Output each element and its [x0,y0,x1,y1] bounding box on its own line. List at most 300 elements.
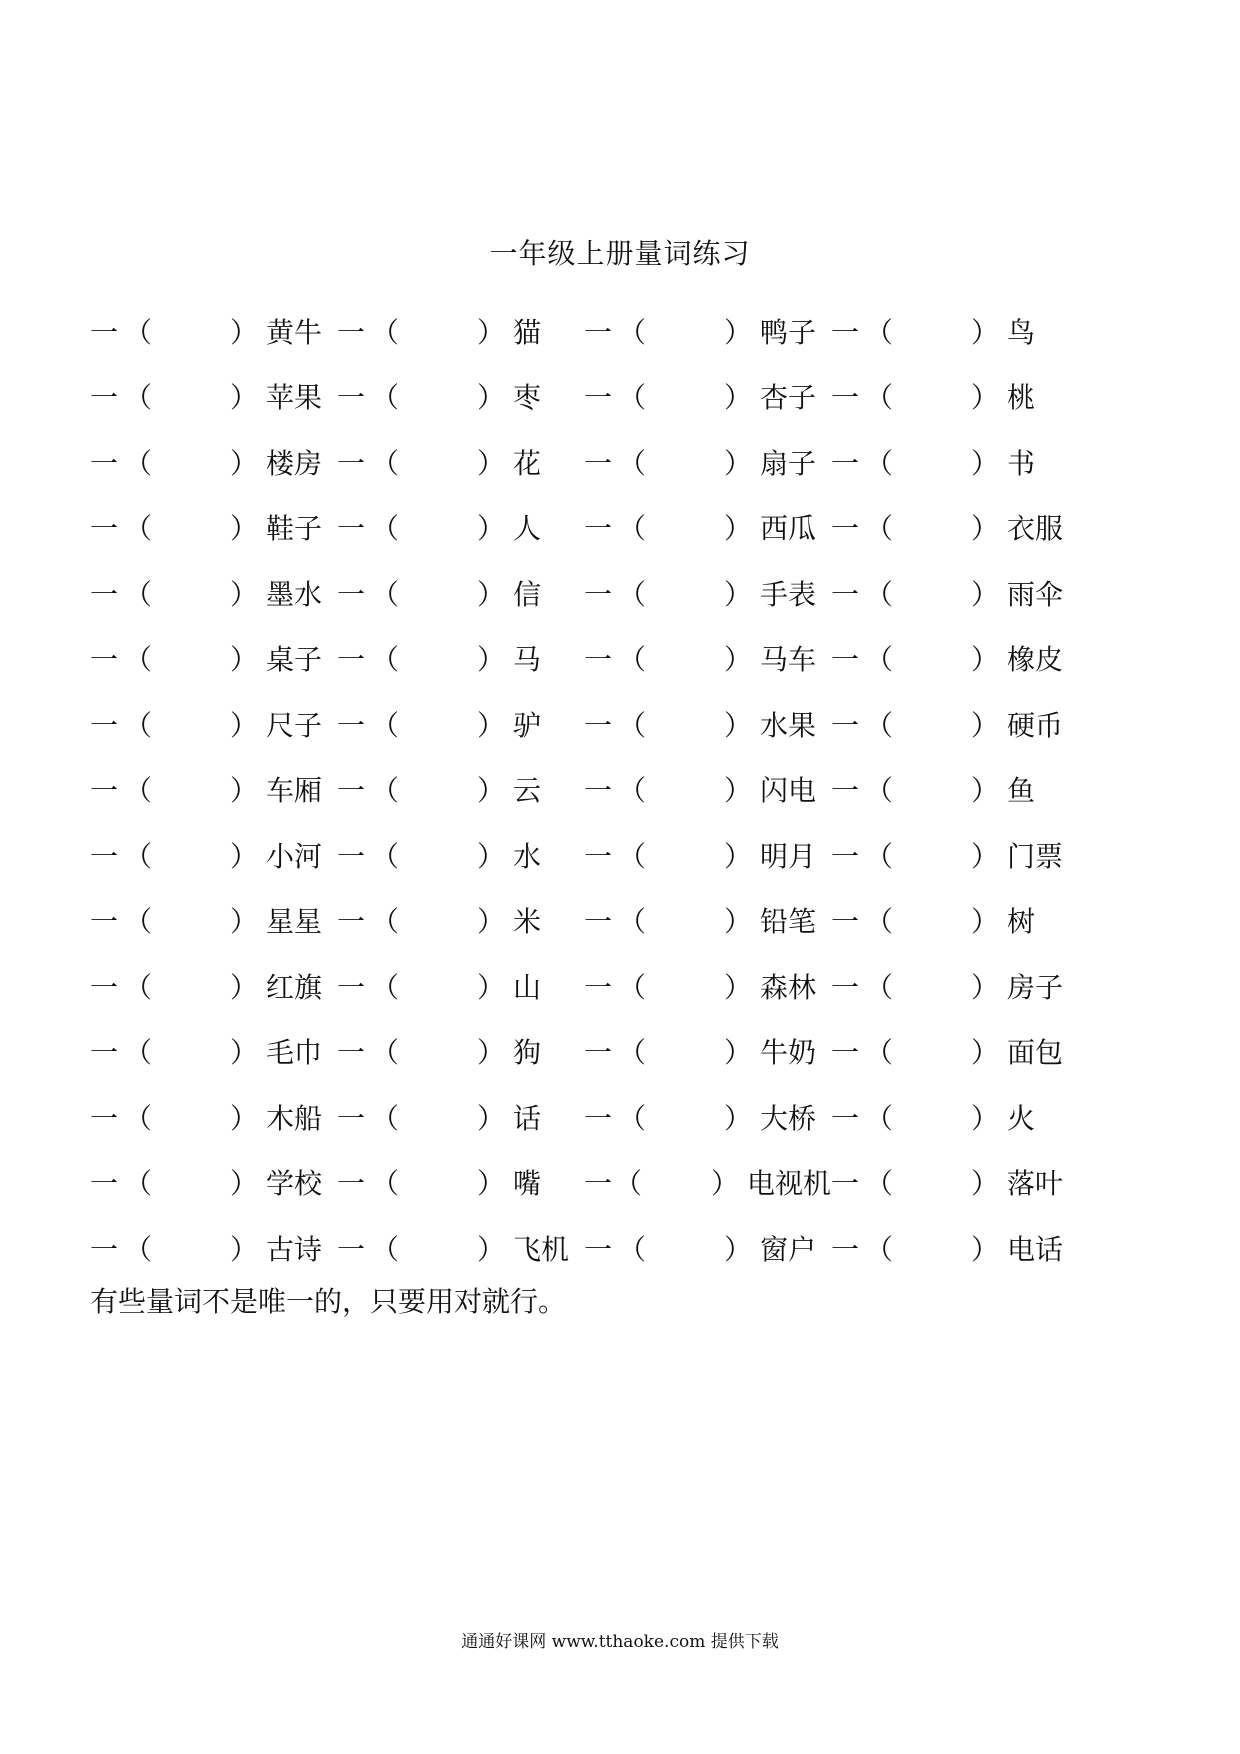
close-paren: ） [971,643,1000,677]
prefix-one: 一 [831,1101,860,1135]
exercise-item [90,769,337,809]
exercise-item [337,1097,584,1137]
exercise-item [584,1031,831,1071]
noun-word: 鞋子 [266,512,323,546]
exercise-row [90,691,1078,757]
close-paren: ） [230,577,259,611]
open-paren: （ [371,1167,400,1201]
open-paren: （ [618,970,647,1004]
open-paren: （ [371,446,400,480]
noun-word: 橡皮 [1007,643,1064,677]
close-paren: ） [971,577,1000,611]
close-paren: ） [230,381,259,415]
close-paren: ） [971,446,1000,480]
noun-word: 云 [513,774,542,808]
exercise-item [90,704,337,744]
noun-word: 话 [513,1101,542,1135]
close-paren: ） [230,446,259,480]
noun-word: 木船 [266,1101,323,1135]
open-paren: （ [865,446,894,480]
exercise-item [831,311,1078,351]
exercise-item [337,900,584,940]
exercise-item [584,638,831,678]
exercise-item [831,638,1078,678]
exercise-item [831,835,1078,875]
exercise-item [90,966,337,1006]
open-paren: （ [371,774,400,808]
open-paren: （ [124,315,153,349]
exercise-item [831,966,1078,1006]
prefix-one: 一 [90,446,119,480]
close-paren: ） [477,643,506,677]
open-paren: （ [865,1167,894,1201]
exercise-item [337,966,584,1006]
open-paren: （ [124,1036,153,1070]
open-paren: （ [371,315,400,349]
open-paren: （ [124,643,153,677]
close-paren: ） [477,315,506,349]
exercise-item [831,1097,1078,1137]
close-paren: ） [724,512,753,546]
close-paren: ） [971,1232,1000,1266]
noun-word: 大桥 [760,1101,817,1135]
noun-word: 楼房 [266,446,323,480]
close-paren: ） [230,839,259,873]
close-paren: ） [724,1101,753,1135]
noun-word: 门票 [1007,839,1064,873]
prefix-one: 一 [90,1232,119,1266]
exercise-item [584,376,831,416]
noun-word: 嘴 [513,1167,542,1201]
noun-word: 枣 [513,381,542,415]
exercise-item [831,1031,1078,1071]
exercise-item [90,900,337,940]
noun-word: 桌子 [266,643,323,677]
open-paren: （ [865,643,894,677]
open-paren: （ [371,970,400,1004]
exercise-item [584,900,831,940]
exercise-item [337,376,584,416]
prefix-one: 一 [584,446,613,480]
exercise-item [584,835,831,875]
prefix-one: 一 [831,446,860,480]
noun-word: 树 [1007,905,1036,939]
noun-word: 窗户 [760,1232,817,1266]
noun-word: 鸭子 [760,315,817,349]
noun-word: 山 [513,970,542,1004]
prefix-one: 一 [90,774,119,808]
exercise-item [337,573,584,613]
noun-word: 牛奶 [760,1036,817,1070]
noun-word: 桃 [1007,381,1036,415]
noun-word: 森林 [760,970,817,1004]
open-paren: （ [865,905,894,939]
exercise-row [90,1215,1078,1281]
close-paren: ） [724,1036,753,1070]
prefix-one: 一 [584,577,613,611]
prefix-one: 一 [831,1232,860,1266]
prefix-one: 一 [584,774,613,808]
noun-word: 马车 [760,643,817,677]
open-paren: （ [618,577,647,611]
exercise-item [831,769,1078,809]
prefix-one: 一 [337,839,366,873]
exercise-item [337,835,584,875]
noun-word: 电视机 [746,1167,831,1201]
prefix-one: 一 [584,839,613,873]
close-paren: ） [724,708,753,742]
open-paren: （ [865,315,894,349]
prefix-one: 一 [337,643,366,677]
noun-word: 雨伞 [1007,577,1064,611]
close-paren: ） [230,1232,259,1266]
prefix-one: 一 [337,905,366,939]
open-paren: （ [124,970,153,1004]
open-paren: （ [124,381,153,415]
noun-word: 手表 [760,577,817,611]
exercise-item [337,769,584,809]
open-paren: （ [865,1036,894,1070]
prefix-one: 一 [337,1036,366,1070]
prefix-one: 一 [90,839,119,873]
open-paren: （ [371,512,400,546]
exercise-row [90,429,1078,495]
noun-word: 房子 [1007,970,1064,1004]
exercise-item [584,311,831,351]
prefix-one: 一 [90,1101,119,1135]
close-paren: ） [971,381,1000,415]
prefix-one: 一 [90,1036,119,1070]
open-paren: （ [124,708,153,742]
noun-word: 小河 [266,839,323,873]
close-paren: ） [724,970,753,1004]
close-paren: ） [477,970,506,1004]
prefix-one: 一 [831,970,860,1004]
noun-word: 电话 [1007,1232,1064,1266]
exercise-grid [90,298,1078,1281]
prefix-one: 一 [90,970,119,1004]
exercise-item [584,769,831,809]
open-paren: （ [371,643,400,677]
prefix-one: 一 [584,1232,613,1266]
prefix-one: 一 [831,381,860,415]
exercise-item [90,573,337,613]
prefix-one: 一 [831,577,860,611]
prefix-one: 一 [584,1036,613,1070]
open-paren: （ [618,839,647,873]
open-paren: （ [124,512,153,546]
open-paren: （ [618,1101,647,1135]
exercise-item [337,311,584,351]
noun-word: 马 [513,643,542,677]
close-paren: ） [230,1167,259,1201]
exercise-item [90,638,337,678]
prefix-one: 一 [831,708,860,742]
prefix-one: 一 [90,381,119,415]
exercise-item [584,507,831,547]
close-paren: ） [971,708,1000,742]
open-paren: （ [865,381,894,415]
open-paren: （ [618,643,647,677]
open-paren: （ [371,1036,400,1070]
close-paren: ） [230,315,259,349]
prefix-one: 一 [584,970,613,1004]
noun-word: 落叶 [1007,1167,1064,1201]
prefix-one: 一 [337,1101,366,1135]
page-title: 一年级上册量词练习 [489,237,751,270]
exercise-item [831,442,1078,482]
close-paren: ） [477,839,506,873]
noun-word: 古诗 [266,1232,323,1266]
close-paren: ） [477,577,506,611]
close-paren: ） [971,1167,1000,1201]
open-paren: （ [371,905,400,939]
exercise-item [337,442,584,482]
prefix-one: 一 [90,315,119,349]
prefix-one: 一 [337,708,366,742]
close-paren: ） [477,905,506,939]
open-paren: （ [618,381,647,415]
prefix-one: 一 [831,512,860,546]
close-paren: ） [230,643,259,677]
open-paren: （ [865,577,894,611]
close-paren: ） [710,1167,739,1201]
prefix-one: 一 [337,381,366,415]
open-paren: （ [865,1101,894,1135]
prefix-one: 一 [584,905,613,939]
exercise-item [831,900,1078,940]
close-paren: ） [724,839,753,873]
prefix-one: 一 [337,315,366,349]
prefix-one: 一 [584,512,613,546]
close-paren: ） [477,1036,506,1070]
open-paren: （ [124,905,153,939]
noun-word: 学校 [266,1167,323,1201]
prefix-one: 一 [831,315,860,349]
exercise-row [90,888,1078,954]
exercise-item [90,1162,337,1202]
close-paren: ） [724,643,753,677]
close-paren: ） [477,1167,506,1201]
prefix-one: 一 [90,512,119,546]
open-paren: （ [124,577,153,611]
noun-word: 红旗 [266,970,323,1004]
exercise-item [584,1162,831,1202]
close-paren: ） [230,970,259,1004]
exercise-item [584,704,831,744]
open-paren: （ [371,577,400,611]
exercise-item [337,638,584,678]
exercise-item [337,1228,584,1268]
exercise-row [90,953,1078,1019]
exercise-item [584,442,831,482]
close-paren: ） [230,1036,259,1070]
prefix-one: 一 [337,577,366,611]
noun-word: 鱼 [1007,774,1036,808]
noun-word: 衣服 [1007,512,1064,546]
close-paren: ） [477,381,506,415]
prefix-one: 一 [90,577,119,611]
open-paren: （ [865,512,894,546]
noun-word: 飞机 [513,1232,570,1266]
noun-word: 毛巾 [266,1036,323,1070]
open-paren: （ [618,1036,647,1070]
noun-word: 花 [513,446,542,480]
open-paren: （ [865,1232,894,1266]
close-paren: ） [230,512,259,546]
prefix-one: 一 [584,708,613,742]
prefix-one: 一 [337,1232,366,1266]
prefix-one: 一 [90,1167,119,1201]
noun-word: 铅笔 [760,905,817,939]
open-paren: （ [618,1232,647,1266]
close-paren: ） [230,905,259,939]
close-paren: ） [477,446,506,480]
exercise-item [831,507,1078,547]
open-paren: （ [371,381,400,415]
open-paren: （ [865,774,894,808]
close-paren: ） [971,970,1000,1004]
close-paren: ） [971,839,1000,873]
exercise-item [90,442,337,482]
prefix-one: 一 [90,708,119,742]
open-paren: （ [371,1101,400,1135]
noun-word: 明月 [760,839,817,873]
noun-word: 信 [513,577,542,611]
noun-word: 车厢 [266,774,323,808]
close-paren: ） [477,1101,506,1135]
close-paren: ） [971,315,1000,349]
prefix-one: 一 [584,643,613,677]
noun-word: 狗 [513,1036,542,1070]
exercise-item [831,1228,1078,1268]
open-paren: （ [865,970,894,1004]
close-paren: ） [724,381,753,415]
prefix-one: 一 [337,446,366,480]
prefix-one: 一 [831,774,860,808]
close-paren: ） [230,708,259,742]
exercise-row [90,560,1078,626]
open-paren: （ [614,1167,643,1201]
noun-word: 尺子 [266,708,323,742]
exercise-item [90,1031,337,1071]
exercise-item [337,1162,584,1202]
prefix-one: 一 [831,839,860,873]
noun-word: 猫 [513,315,542,349]
open-paren: （ [371,708,400,742]
open-paren: （ [124,1232,153,1266]
exercise-row [90,1019,1078,1085]
exercise-item [337,704,584,744]
noun-word: 人 [513,512,542,546]
noun-word: 苹果 [266,381,323,415]
exercise-item [584,573,831,613]
open-paren: （ [618,446,647,480]
noun-word: 墨水 [266,577,323,611]
prefix-one: 一 [584,1101,613,1135]
noun-word: 米 [513,905,542,939]
prefix-one: 一 [337,774,366,808]
open-paren: （ [124,1167,153,1201]
close-paren: ） [724,1232,753,1266]
exercise-row [90,1084,1078,1150]
open-paren: （ [124,774,153,808]
close-paren: ） [724,446,753,480]
exercise-item [90,507,337,547]
noun-word: 面包 [1007,1036,1064,1070]
exercise-item [584,966,831,1006]
close-paren: ） [477,512,506,546]
open-paren: （ [124,446,153,480]
open-paren: （ [124,839,153,873]
exercise-item [90,835,337,875]
close-paren: ） [971,1101,1000,1135]
exercise-row [90,757,1078,823]
exercise-item [337,1031,584,1071]
open-paren: （ [371,839,400,873]
exercise-item [90,376,337,416]
noun-word: 硬币 [1007,708,1064,742]
exercise-row [90,626,1078,692]
open-paren: （ [618,708,647,742]
exercise-item [584,1228,831,1268]
noun-word: 驴 [513,708,542,742]
noun-word: 水果 [760,708,817,742]
prefix-one: 一 [584,1167,613,1201]
exercise-row [90,298,1078,364]
close-paren: ） [724,774,753,808]
exercise-row [90,1150,1078,1216]
exercise-item [90,1097,337,1137]
noun-word: 火 [1007,1101,1036,1135]
close-paren: ） [971,774,1000,808]
close-paren: ） [971,905,1000,939]
close-paren: ） [724,905,753,939]
open-paren: （ [618,512,647,546]
exercise-item [337,507,584,547]
open-paren: （ [618,315,647,349]
prefix-one: 一 [584,381,613,415]
close-paren: ） [724,577,753,611]
close-paren: ） [477,1232,506,1266]
noun-word: 星星 [266,905,323,939]
open-paren: （ [865,839,894,873]
exercise-row [90,364,1078,430]
noun-word: 鸟 [1007,315,1036,349]
close-paren: ） [971,1036,1000,1070]
noun-word: 杏子 [760,381,817,415]
open-paren: （ [618,905,647,939]
noun-word: 扇子 [760,446,817,480]
exercise-item [584,1097,831,1137]
prefix-one: 一 [337,970,366,1004]
exercise-item [831,1162,1078,1202]
exercise-row [90,495,1078,561]
exercise-item [90,311,337,351]
exercise-item [831,573,1078,613]
prefix-one: 一 [90,905,119,939]
noun-word: 黄牛 [266,315,323,349]
prefix-one: 一 [831,1167,860,1201]
open-paren: （ [618,774,647,808]
prefix-one: 一 [831,1036,860,1070]
open-paren: （ [124,1101,153,1135]
exercise-item [831,376,1078,416]
noun-word: 水 [513,839,542,873]
prefix-one: 一 [337,512,366,546]
close-paren: ） [477,774,506,808]
prefix-one: 一 [831,905,860,939]
